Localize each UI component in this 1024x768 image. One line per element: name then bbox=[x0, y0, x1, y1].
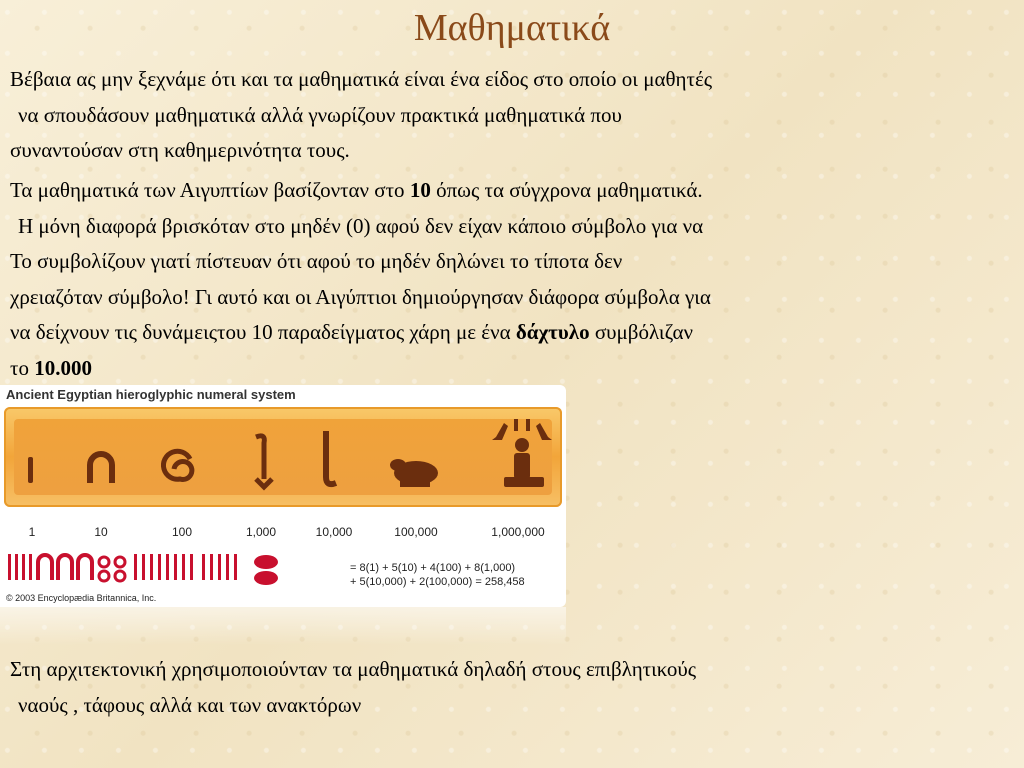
text-segment: συμβόλιζαν bbox=[589, 320, 693, 344]
hieroglyph-numerals-figure bbox=[0, 385, 566, 607]
text-line bbox=[10, 173, 1020, 209]
numeral-label: 10 bbox=[94, 525, 108, 539]
slide-title: Μαθηματικά bbox=[413, 7, 611, 49]
stroke-glyph-icon bbox=[28, 457, 33, 483]
equation-line: + 5(10,000) + 2(100,000) = 258,458 bbox=[350, 576, 525, 588]
finger-glyph-icon bbox=[326, 431, 336, 484]
text-line: Βέβαια ας μην ξεχνάμε ότι και τα μαθηματικά είναι ένα είδος στο οποίο οι μαθητές bbox=[10, 67, 713, 91]
numeral-equation bbox=[350, 561, 525, 589]
copyright-notice: © 2003 Encyclopædia Britannica, Inc. bbox=[6, 593, 157, 603]
text-line: χρειαζόταν σύμβολο! Γι αυτό και οι Αιγύπτιοι δημιούργησαν διάφορα σύμβολα για bbox=[10, 284, 711, 309]
heel-bone-glyph-icon bbox=[90, 454, 112, 483]
bold-number-10000: 10.000 bbox=[34, 355, 92, 380]
hieroglyph-glyphs bbox=[4, 407, 562, 507]
text-line: να σπουδάσουν μαθηματικά αλλά γνωρίζουν πρακτικά μαθηματικά που bbox=[18, 102, 622, 127]
figure-title: Ancient Egyptian hieroglyphic numeral system bbox=[6, 387, 296, 402]
example-hieroglyph-row bbox=[6, 548, 346, 588]
kneeling-god-glyph-icon bbox=[492, 419, 552, 487]
paragraph-egyptian-math bbox=[10, 173, 1020, 386]
numeral-label: 1,000,000 bbox=[491, 525, 545, 539]
figure-reflection bbox=[0, 607, 566, 645]
text-segment: όπως τα σύγχρονα μαθηματικά. bbox=[430, 178, 703, 202]
text-line: ναούς , τάφους αλλά και των ανακτόρων bbox=[18, 692, 362, 717]
bold-number-10: 10 bbox=[409, 178, 431, 202]
numeral-label: 1,000 bbox=[245, 525, 277, 539]
text-line bbox=[10, 351, 1020, 387]
numeral-label: 10,000 bbox=[315, 525, 353, 539]
paragraph-intro bbox=[10, 62, 1010, 169]
numeral-label: 100 bbox=[171, 525, 193, 539]
text-segment: να δείχνουν τις δυνάμειςτου 10 παραδείγματος χάρη με ένα bbox=[10, 320, 516, 344]
text-line: συναντούσαν στη καθημερινότητα τους. bbox=[10, 138, 350, 162]
numeral-band bbox=[4, 407, 562, 507]
bold-word-finger: δάχτυλο bbox=[515, 320, 590, 344]
rope-coil-glyph-icon bbox=[163, 451, 191, 479]
text-line: Το συμβολίζουν γιατί πίστευαν ότι αφού το μηδέν δηλώνει το τίποτα δεν bbox=[10, 249, 623, 273]
text-line bbox=[10, 315, 1020, 351]
paragraph-architecture bbox=[10, 652, 1010, 723]
numeral-label: 1 bbox=[28, 525, 36, 539]
equation-line: = 8(1) + 5(10) + 4(100) + 8(1,000) bbox=[350, 562, 516, 574]
text-segment: Τα μαθηματικά των Αιγυπτίων βασίζονταν στο bbox=[10, 178, 410, 202]
text-line: Η μόνη διαφορά βρισκόταν στο μηδέν (0) αφού δεν είχαν κάποιο σύμβολο για να bbox=[18, 213, 704, 238]
lotus-glyph-icon bbox=[256, 436, 272, 487]
numeral-label: 100,000 bbox=[394, 525, 438, 539]
text-segment: το bbox=[10, 355, 35, 380]
text-line: Στη αρχιτεκτονική χρησιμοποιούνταν τα μαθηματικά δηλαδή στους επιβλητικούς bbox=[10, 657, 697, 681]
